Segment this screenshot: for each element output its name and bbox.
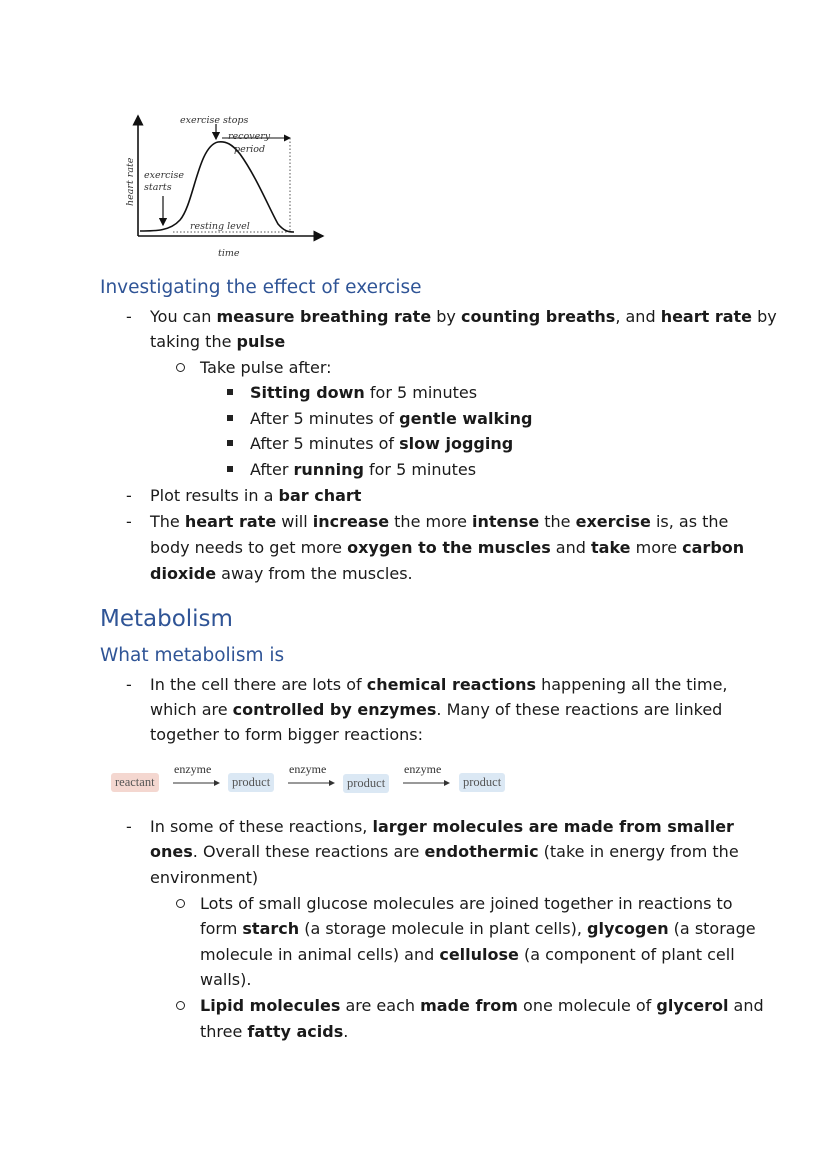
- bullet-dash: -: [126, 817, 132, 836]
- bullet-dash: -: [126, 486, 132, 505]
- item-walking: After 5 minutes of gentle walking: [250, 409, 533, 428]
- product-box: product: [343, 774, 389, 793]
- square-bullet: [227, 466, 233, 472]
- bullet-dash: -: [126, 512, 132, 531]
- sub-bullet-take-pulse: Take pulse after:: [200, 358, 332, 377]
- label-time: time: [218, 248, 240, 259]
- square-bullet: [227, 389, 233, 395]
- reaction-arrow: [173, 779, 221, 787]
- reaction-arrow: [403, 779, 451, 787]
- subheading-what-metabolism-is: What metabolism is: [100, 645, 285, 666]
- square-bullet: [227, 415, 233, 421]
- sub-bullet-glucose-line-4: walls).: [200, 970, 252, 989]
- bullet-3-line-1: The heart rate will increase the more intense the exercise is, as the: [150, 512, 729, 531]
- bullet-dash: -: [126, 307, 132, 326]
- label-heart-rate: heart rate: [125, 157, 136, 206]
- product-box: product: [228, 773, 274, 792]
- square-bullet: [227, 440, 233, 446]
- reactant-box: reactant: [111, 773, 159, 792]
- item-jogging: After 5 minutes of slow jogging: [250, 434, 514, 453]
- product-box: product: [459, 773, 505, 792]
- bullet-1-line-2: taking the pulse: [150, 332, 286, 351]
- metabolism-bullet-1-line-3: together to form bigger reactions:: [150, 725, 423, 744]
- sub-bullet-lipid-line-1: Lipid molecules are each made from one molecule of glycerol and: [200, 996, 764, 1015]
- sub-bullet-glucose-line-1: Lots of small glucose molecules are joined together in reactions to: [200, 894, 733, 913]
- bullet-3-line-3: dioxide away from the muscles.: [150, 564, 413, 583]
- enzyme-label: enzyme: [289, 762, 327, 776]
- metabolism-bullet-2-line-2: ones. Overall these reactions are endothermic (take in energy from the: [150, 842, 739, 861]
- label-period: period: [234, 144, 266, 155]
- metabolism-bullet-1-line-2: which are controlled by enzymes. Many of these reactions are linked: [150, 700, 723, 719]
- bullet-2: Plot results in a bar chart: [150, 486, 362, 505]
- label-resting-level: resting level: [190, 221, 250, 232]
- metabolism-bullet-2-line-1: In some of these reactions, larger molecules are made from smaller: [150, 817, 734, 836]
- enzyme-label: enzyme: [404, 762, 442, 776]
- bullet-3-line-2: body needs to get more oxygen to the muscles and take more carbon: [150, 538, 745, 557]
- label-starts: starts: [144, 182, 172, 193]
- bullet-1-line-1: You can measure breathing rate by counting breaths, and heart rate by: [150, 307, 777, 326]
- circle-bullet: [176, 899, 185, 908]
- circle-bullet: [176, 363, 185, 372]
- heart-rate-graph: [118, 108, 338, 268]
- sub-bullet-lipid-line-2: three fatty acids.: [200, 1022, 349, 1041]
- circle-bullet: [176, 1001, 185, 1010]
- label-exercise: exercise: [144, 170, 184, 181]
- metabolism-bullet-1-line-1: In the cell there are lots of chemical reactions happening all the time,: [150, 675, 728, 694]
- sub-bullet-glucose-line-3: molecule in animal cells) and cellulose (a component of plant cell: [200, 945, 735, 964]
- item-running: After running for 5 minutes: [250, 460, 477, 479]
- item-sitting: Sitting down for 5 minutes: [250, 383, 478, 402]
- enzyme-label: enzyme: [174, 762, 212, 776]
- bullet-dash: -: [126, 675, 132, 694]
- section-heading-exercise: Investigating the effect of exercise: [100, 277, 422, 298]
- label-recovery: recovery: [228, 131, 271, 142]
- section-title-metabolism: Metabolism: [100, 606, 233, 632]
- sub-bullet-glucose-line-2: form starch (a storage molecule in plant cells), glycogen (a storage: [200, 919, 756, 938]
- label-exercise-stops: exercise stops: [180, 115, 249, 126]
- reaction-arrow: [288, 779, 336, 787]
- metabolism-bullet-2-line-3: environment): [150, 868, 259, 887]
